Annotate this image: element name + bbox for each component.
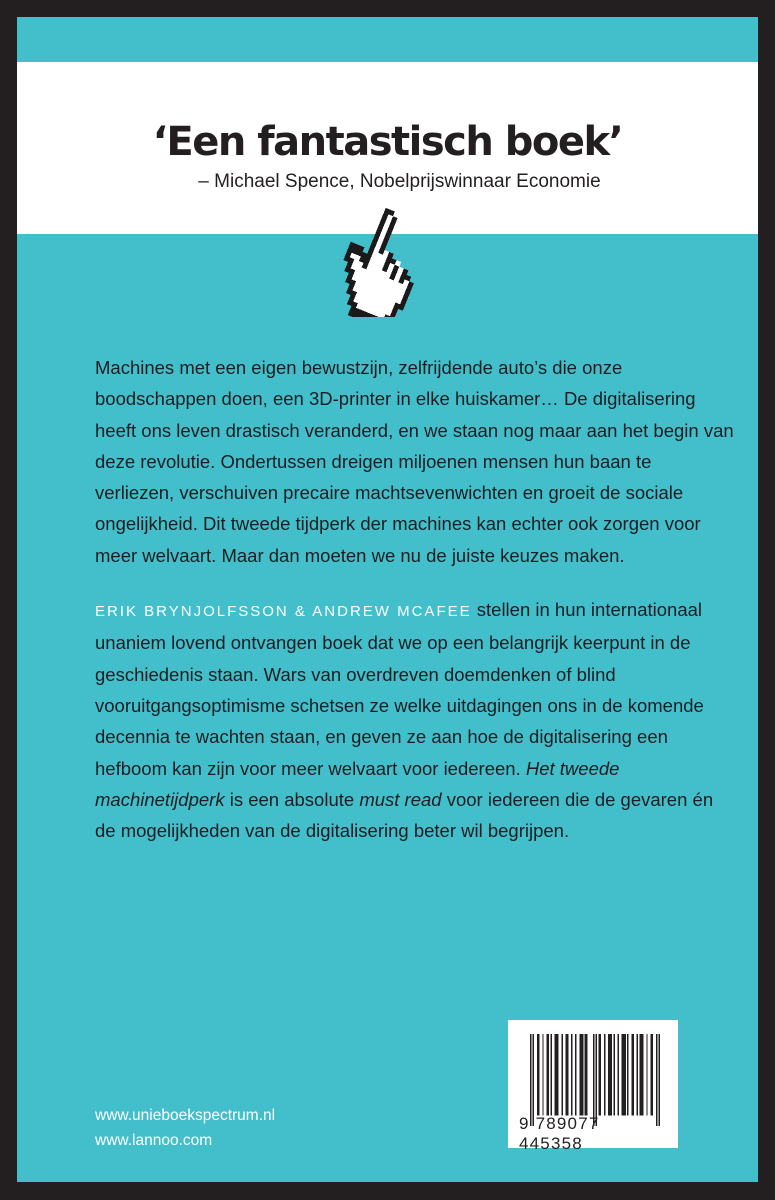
blurb-paragraph-2: [95, 594, 735, 846]
blurb: [95, 352, 735, 846]
pointing-hand-cursor-icon: [335, 207, 419, 317]
blurb-text-c: voor iedereen die de gevaren én de mogelijkheden van de digitalisering beter wil begrijpen.: [95, 788, 714, 842]
book-back-cover: [17, 17, 758, 1182]
must-read-emphasis: must read: [359, 788, 442, 810]
url-lannoo[interactable]: www.lannoo.com: [95, 1132, 213, 1149]
authors-names: ERIK BRYNJOLFSSON & ANDREW MCAFEE: [95, 603, 472, 621]
book-title: Het tweede machinetijdperk: [95, 757, 620, 810]
isbn-barcode: [508, 1020, 678, 1153]
barcode-bars-icon: [530, 1034, 660, 1126]
url-unieboekspectrum[interactable]: www.unieboekspectrum.nl: [95, 1107, 276, 1124]
isbn-number: 9 789077 445358: [519, 1114, 600, 1153]
publisher-urls: [95, 1103, 275, 1153]
blurb-text-b: is een absolute: [224, 788, 360, 810]
quote-attribution: – Michael Spence, Nobelprijswinnaar Economie: [198, 171, 601, 192]
blurb-paragraph-1: Machines met een eigen bewustzijn, zelfrijdende auto’s die onze boodschappen doen, een 3D-printer in elke huiskamer… De digitalisering heeft ons leven drastisch veranderd, en we staan nog maar aan het begin van deze revolutie. Ondertussen dreigen miljoenen mensen hun baan te verliezen, verschuiven precaire machtsevenwichten en groeit de sociale ongelijkheid. Dit tweede tijdperk der machines kan echter ook zorgen voor meer welvaart. Maar dan moeten we nu de juiste keuzes maken.: [95, 357, 734, 566]
blurb-text-a: stellen in hun internationaal unaniem lovend ontvangen boek dat we op een belangrijk keerpunt in de geschiedenis staan. Wars van overdreven doemdenken of blind vooruitgangsoptimisme schetsen ze welke uitdagingen ons in de komende decennia te wachten staan, en geven ze aan hoe de digitalisering een hefboom kan zijn voor meer welvaart voor iedereen.: [95, 599, 704, 779]
quote-title: ‘Een fantastisch boek’: [152, 119, 623, 165]
